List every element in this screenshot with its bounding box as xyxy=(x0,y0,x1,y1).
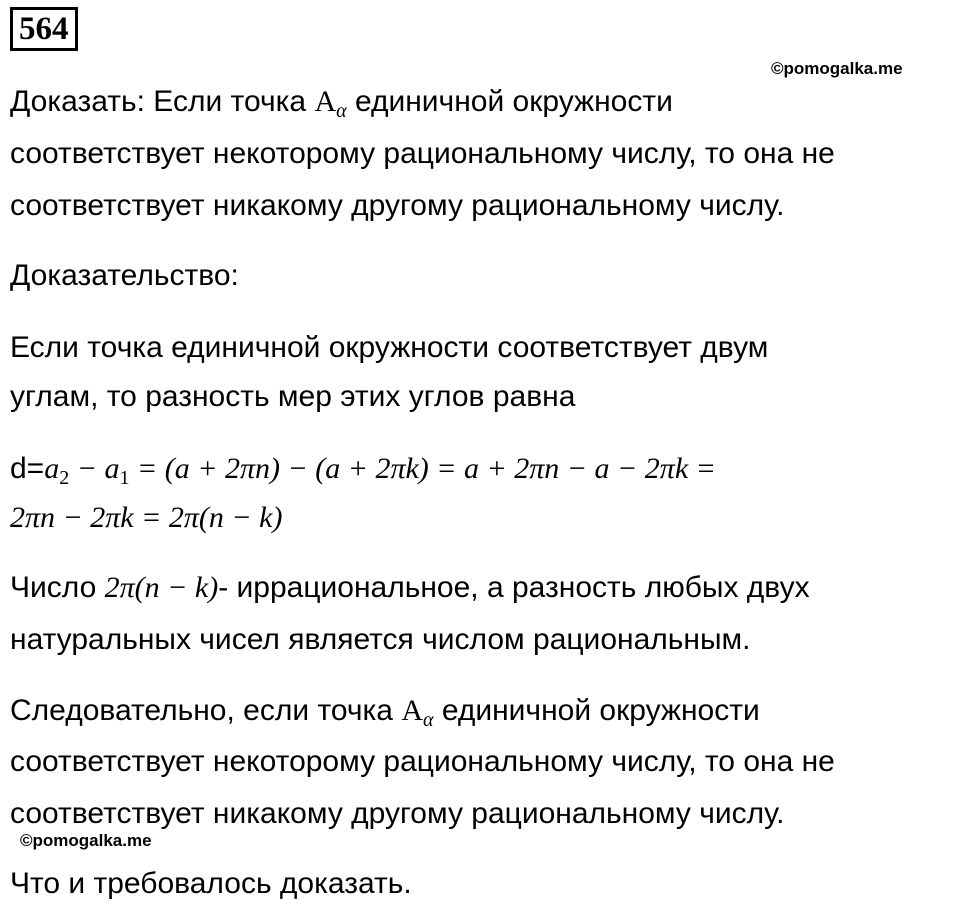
point-letter: A xyxy=(314,85,337,118)
formula-a1: $a_1$ xyxy=(104,452,130,489)
formula-prefix: d= xyxy=(10,452,45,485)
para2-expression: 2π(n − k) xyxy=(104,571,219,604)
para2-text: - иррациональное, а разность любых двух xyxy=(218,571,810,604)
statement-line-2: соответствует некоторому рациональному числу, то она не xyxy=(10,137,835,170)
watermark: ©pomogalka.me xyxy=(20,831,152,850)
para1-line-2: углам, то разность мер этих углов равна xyxy=(10,380,576,413)
conclusion-line-2: соответствует некоторому рациональному числу, то она не xyxy=(10,745,835,778)
qed-line: Что и требовалось доказать. xyxy=(10,867,412,900)
point-letter: A xyxy=(401,694,423,727)
conclusion-line-1 xyxy=(10,691,760,731)
formula-a2: $a_2$ xyxy=(44,452,70,489)
formula-rest: = (a + 2πn) − (a + 2πk) = a + 2πn − a − 2πk = xyxy=(129,452,716,485)
statement-line-3: соответствует никакому другому рациональному числу. xyxy=(10,189,785,222)
formula-line-1 xyxy=(10,449,716,489)
point-symbol xyxy=(401,694,434,731)
para2-text: Число xyxy=(10,571,105,604)
point-subscript: α xyxy=(422,709,434,731)
conclusion-text: Следовательно, если точка xyxy=(10,694,402,727)
conclusion-line-3: соответствует никакому другому рациональному числу. xyxy=(10,797,785,830)
statement-text: единичной окружности xyxy=(346,85,673,118)
statement-line-1 xyxy=(10,82,673,122)
formula-minus: − xyxy=(69,452,105,485)
formula-line-2: 2πn − 2πk = 2π(n − k) xyxy=(10,501,283,534)
proof-heading: Доказательство: xyxy=(10,259,239,292)
point-subscript: α xyxy=(336,100,347,122)
watermark: ©pomogalka.me xyxy=(771,59,903,78)
para2-line-1 xyxy=(10,568,810,608)
problem-number: 564 xyxy=(10,7,78,51)
statement-text: Доказать: Если точка xyxy=(10,85,315,118)
point-symbol xyxy=(314,85,347,122)
para2-line-2: натуральных чисел является числом рациональным. xyxy=(10,623,751,656)
para1-line-1: Если точка единичной окружности соответствует двум xyxy=(10,331,769,364)
conclusion-text: единичной окружности xyxy=(433,694,760,727)
